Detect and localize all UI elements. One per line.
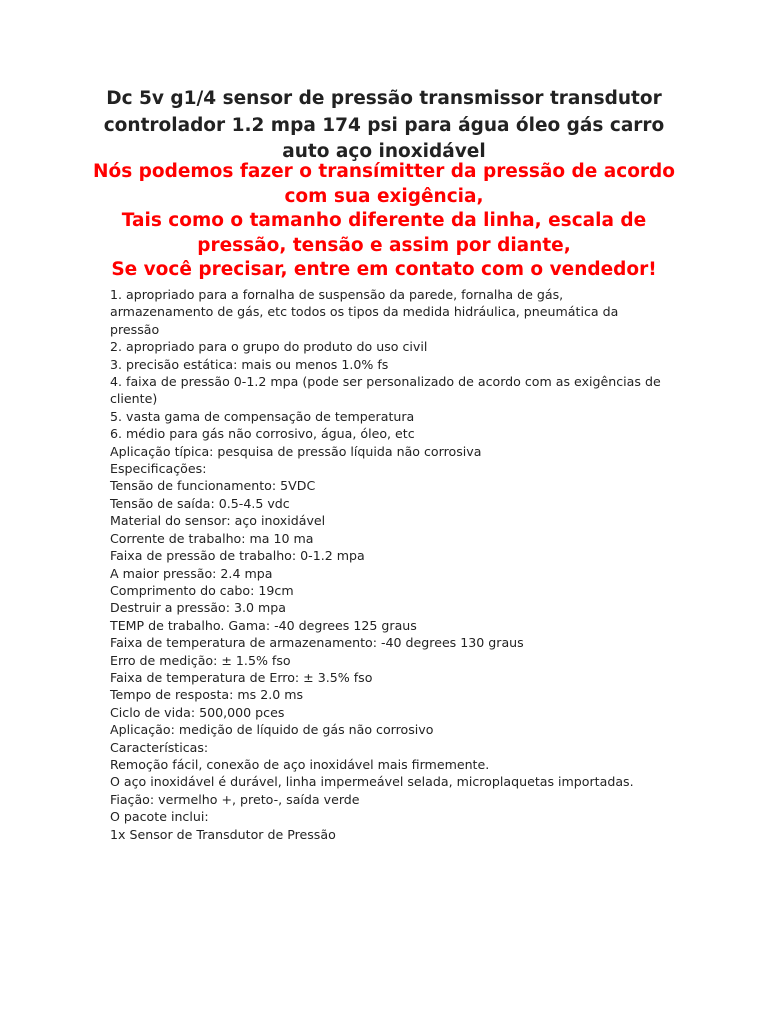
promo-line: Nós podemos fazer o transímitter da pressão de acordo [93,161,675,182]
text-line: Faixa de pressão de trabalho: 0-1.2 mpa [110,548,365,564]
text-line: Destruir a pressão: 3.0 mpa [110,600,286,616]
text-line: Tempo de resposta: ms 2.0 ms [110,687,304,703]
text-line: 1. apropriado para a fornalha de suspensão da parede, fornalha de gás, [110,287,564,302]
text-line: 6. médio para gás não corrosivo, água, óleo, etc [110,426,415,442]
text-line: Material do sensor: aço inoxidável [110,513,326,529]
text-line: Comprimento do cabo: 19cm [110,582,294,598]
text-line: Especificações: [110,461,207,477]
text-line: 5. vasta gama de compensação de temperatura [110,408,415,424]
text-line: Características: [110,739,209,755]
product-description [110,286,670,843]
text-line: Faixa de temperatura de armazenamento: -40 degrees 130 graus [110,635,524,651]
text-line: 1x Sensor de Transdutor de Pressão [110,826,336,842]
text-line: Fiação: vermelho +, preto-, saída verde [110,791,360,807]
text-line: O aço inoxidável é durável, linha impermeável selada, microplaquetas importadas. [110,774,634,790]
promo-notice [90,160,678,283]
text-line: armazenamento de gás, etc todos os tipos da medida hidráulica, pneumática da [110,304,619,320]
promo-line: Tais como o tamanho diferente da linha, escala de [121,210,647,231]
product-title [100,86,668,166]
text-line: O pacote inclui: [110,809,209,825]
title-line: Dc 5v g1/4 sensor de pressão transmissor transdutor [106,88,662,109]
text-line: 3. precisão estática: mais ou menos 1.0% fs [110,356,389,372]
title-line: controlador 1.2 mpa 174 psi para água óleo gás carro [103,114,665,136]
text-line: Corrente de trabalho: ma 10 ma [110,530,314,546]
text-line: TEMP de trabalho. Gama: -40 degrees 125 graus [110,617,417,633]
text-line: Tensão de saída: 0.5-4.5 vdc [110,495,290,511]
text-line: Aplicação típica: pesquisa de pressão líquida não corrosiva [110,443,482,459]
promo-line: Se você precisar, entre em contato com o vendedor! [111,259,657,280]
title-line: auto aço inoxidável [282,141,486,162]
text-line: Remoção fácil, conexão de aço inoxidável mais firmemente. [110,756,490,772]
text-line: Ciclo de vida: 500,000 pces [110,704,285,720]
text-line: 4. faixa de pressão 0-1.2 mpa (pode ser personalizado de acordo com as exigências de [110,374,661,390]
text-line: Erro de medição: ± 1.5% fso [110,652,291,668]
text-line: A maior pressão: 2.4 mpa [110,565,273,581]
text-line: pressão [110,321,160,337]
text-line: cliente) [110,391,158,407]
text-line: Aplicação: medição de líquido de gás não corrosivo [110,722,434,738]
text-line: Faixa de temperatura de Erro: ± 3.5% fso [110,669,373,685]
text-line: 2. apropriado para o grupo do produto do uso civil [110,339,428,355]
promo-line: com sua exigência, [284,185,484,207]
text-line: Tensão de funcionamento: 5VDC [110,478,316,494]
promo-line: pressão, tensão e assim por diante, [197,234,571,256]
